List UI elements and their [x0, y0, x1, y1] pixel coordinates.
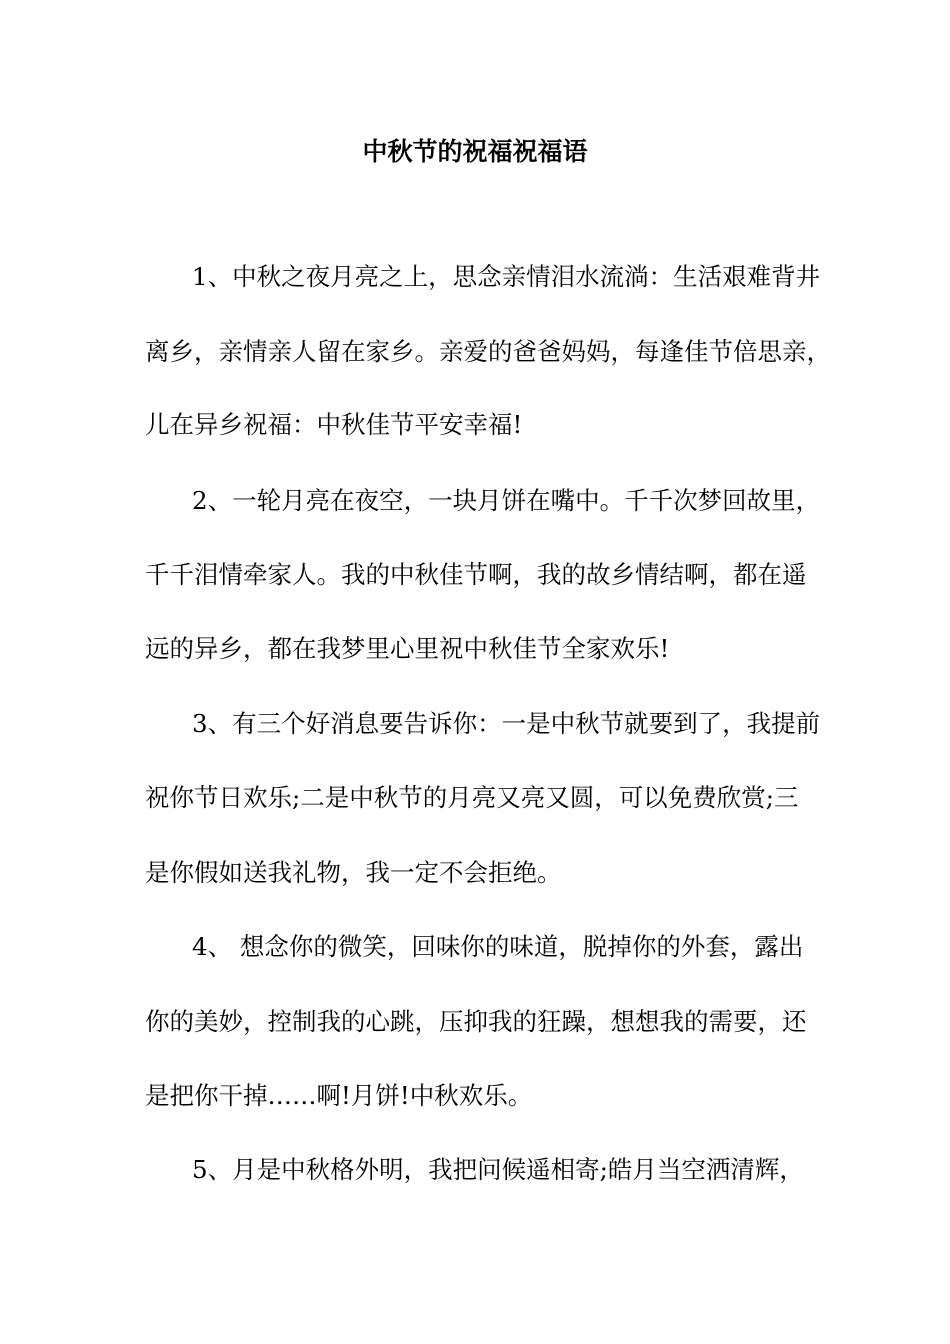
paragraph-2-line-3: 远的异乡，都在我梦里心里祝中秋佳节全家欢乐! [145, 634, 670, 663]
paragraph-1-line-2: 离乡，亲情亲人留在家乡。亲爱的爸爸妈妈，每逢佳节倍思亲， [145, 337, 831, 366]
paragraph-1-line-1: 1、中秋之夜月亮之上，思念亲情泪水流淌：生活艰难背井 [192, 262, 821, 291]
paragraph-4-line-3: 是把你干掉……啊!月饼!中秋欢乐。 [145, 1081, 533, 1110]
paragraph-2-line-1: 2、一轮月亮在夜空，一块月饼在嘴中。千千次梦回故里， [192, 486, 821, 515]
paragraph-3-line-2: 祝你节日欢乐;二是中秋节的月亮又亮又圆，可以免费欣赏;三 [145, 783, 799, 812]
paragraph-3-line-3: 是你假如送我礼物，我一定不会拒绝。 [145, 858, 562, 887]
page-title: 中秋节的祝福祝福语 [362, 137, 588, 166]
paragraph-4-line-1: 4、 想念你的微笑，回味你的味道，脱掉你的外套，露出 [192, 932, 804, 961]
paragraph-4-line-2: 你的美妙，控制我的心跳，压抑我的狂躁，想想我的需要，还 [145, 1007, 807, 1036]
paragraph-3-line-1: 3、有三个好消息要告诉你：一是中秋节就要到了，我提前 [192, 709, 821, 738]
paragraph-1-line-3: 儿在异乡祝福：中秋佳节平安幸福! [145, 410, 523, 439]
paragraph-2-line-2: 千千泪情牵家人。我的中秋佳节啊，我的故乡情结啊，都在遥 [145, 560, 807, 589]
paragraph-5-line-1: 5、月是中秋格外明，我把问候遥相寄;皓月当空洒清辉， [192, 1155, 804, 1184]
